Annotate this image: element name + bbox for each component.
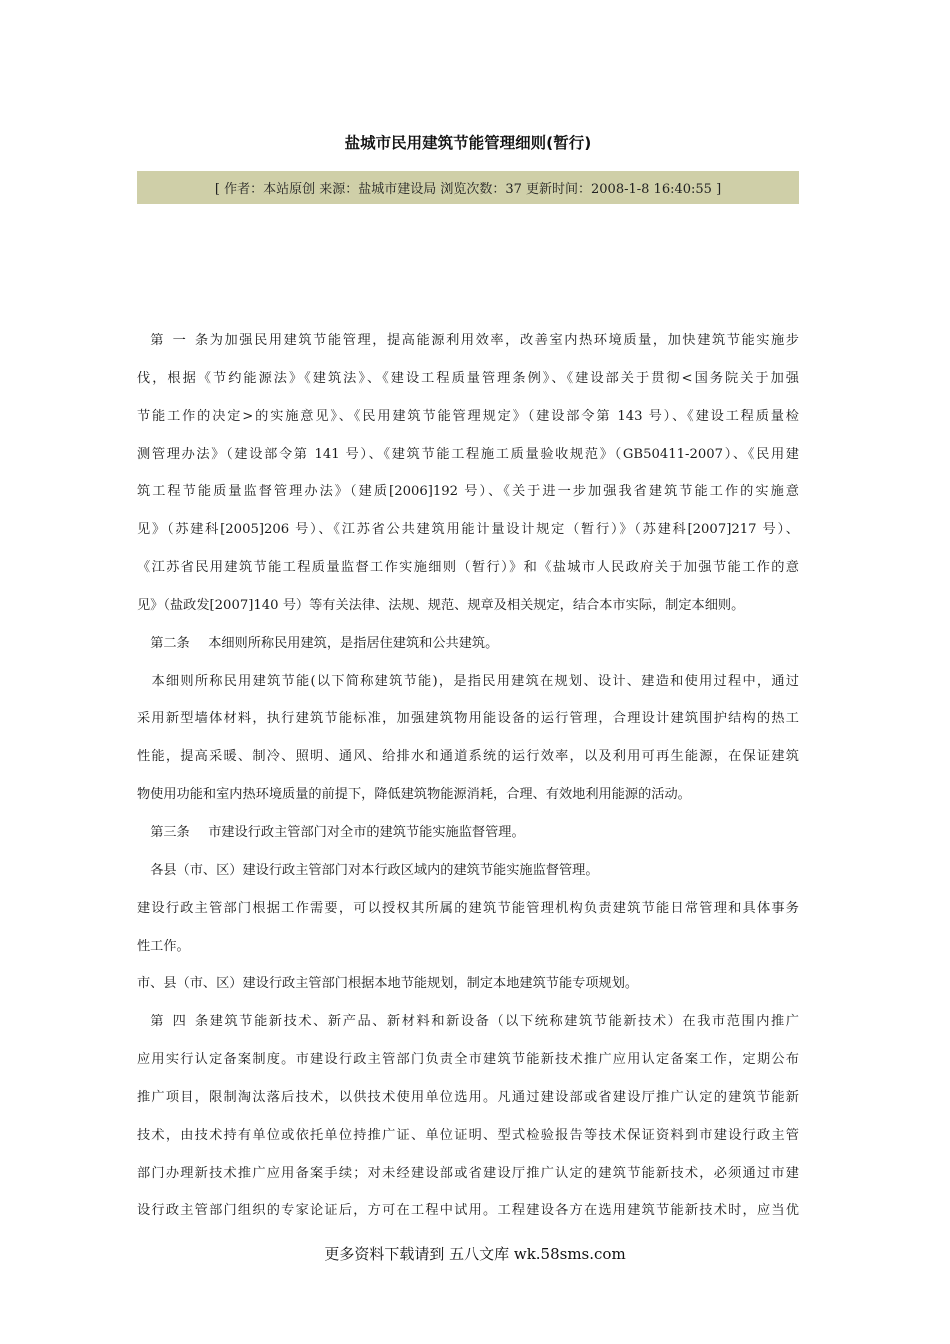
page-title: 盐城市民用建筑节能管理细则(暂行) xyxy=(344,134,592,152)
article-label: 第二条 xyxy=(150,635,190,651)
paragraph-line: 建设行政主管部门根据工作需要，可以授权其所属的建筑节能管理机构负责建筑节能日常管理和具体事务 xyxy=(137,900,799,916)
footer-note: 更多资料下载请到 五八文库 wk.58sms.com xyxy=(324,1245,626,1263)
paragraph-line: 推广项目，限制淘汰落后技术，以供技术使用单位选用。凡通过建设部或省建设厅推广认定的建筑节能新 xyxy=(137,1089,799,1105)
paragraph-line: 第四条建筑节能新技术、新产品、新材料和新设备（以下统称建筑节能新技术）在我市范围内推广 xyxy=(137,1003,799,1041)
paragraph-line: 节能工作的决定>的实施意见》、《民用建筑节能管理规定》（建设部令第 143 号）、《建设工程质量检 xyxy=(137,408,799,424)
paragraph-line: 性工作。 xyxy=(137,938,190,954)
paragraph-line: 第三条 市建设行政主管部门对全市的建筑节能实施监督管理。 xyxy=(137,814,799,852)
paragraph-line: 见》（苏建科[2005]206 号）、《江苏省公共建筑用能计量设计规定（暂行）》（苏建科[2007]217 号）、 xyxy=(137,522,799,538)
article-label: 第一条 xyxy=(150,333,209,348)
paragraph-line: 筑工程节能质量监督管理办法》（建质[2006]192 号）、《关于进一步加强我省建筑节能工作的实施意 xyxy=(137,484,799,500)
paragraph-line: 部门办理新技术推广应用备案手续；对未经建设部或省建设厅推广认定的建筑节能新技术，必须通过市建 xyxy=(137,1165,799,1181)
paragraph-line: 第一条为加强民用建筑节能管理，提高能源利用效率，改善室内热环境质量，加快建筑节能实施步 xyxy=(137,322,799,360)
paragraph-line: 性能，提高采暖、制冷、照明、通风、给排水和通道系统的运行效率，以及利用可再生能源，在保证建筑 xyxy=(137,749,799,765)
article-meta: [ 作者：本站原创 来源：盐城市建设局 浏览次数：37 更新时间：2008-1-8 16:40:55 ] xyxy=(214,182,722,197)
paragraph-line: 采用新型墙体材料，执行建筑节能标准，加强建筑物用能设备的运行管理，合理设计建筑围护结构的热工 xyxy=(137,711,799,727)
paragraph-line: 第二条 本细则所称民用建筑，是指居住建筑和公共建筑。 xyxy=(137,625,799,663)
paragraph-line: 本细则所称民用建筑节能(以下简称建筑节能)，是指民用建筑在规划、设计、建造和使用过程中，通过 xyxy=(150,673,799,689)
paragraph-line: 见》（盐政发[2007]140 号）等有关法律、法规、规范、规章及相关规定，结合本市实际，制定本细则。 xyxy=(137,597,745,613)
article-meta-bar xyxy=(137,171,799,204)
article-body xyxy=(137,322,799,1230)
paragraph-line: 物使用功能和室内热环境质量的前提下，降低建筑物能源消耗，合理、有效地利用能源的活动。 xyxy=(137,787,691,803)
paragraph-line: 测管理办法》（建设部令第 141 号）、《建筑节能工程施工质量验收规范》（GB50411-2007）、《民用建 xyxy=(137,446,799,462)
paragraph-line: 技术，由技术持有单位或依托单位持推广证、单位证明、型式检验报告等技术保证资料到市建设行政主管 xyxy=(137,1127,799,1143)
article-label: 第三条 xyxy=(150,824,190,840)
paragraph-line: 各县（市、区）建设行政主管部门对本行政区域内的建筑节能实施监督管理。 xyxy=(150,862,599,878)
paragraph-line: 《江苏省民用建筑节能工程质量监督工作实施细则（暂行）》和《盐城市人民政府关于加强节能工作的意 xyxy=(137,560,799,576)
paragraph-line: 伐，根据《节约能源法》《建筑法》、《建设工程质量管理条例》、《建设部关于贯彻<国务院关于加强 xyxy=(137,370,799,386)
paragraph-line: 应用实行认定备案制度。市建设行政主管部门负责全市建筑节能新技术推广应用认定备案工作，定期公布 xyxy=(137,1052,799,1068)
paragraph-line: 设行政主管部门组织的专家论证后，方可在工程中试用。工程建设各方在选用建筑节能新技术时，应当优 xyxy=(137,1203,799,1219)
article-label: 第四条 xyxy=(150,1014,209,1030)
paragraph-line: 市、县（市、区）建设行政主管部门根据本地节能规划，制定本地建筑节能专项规划。 xyxy=(137,976,639,992)
